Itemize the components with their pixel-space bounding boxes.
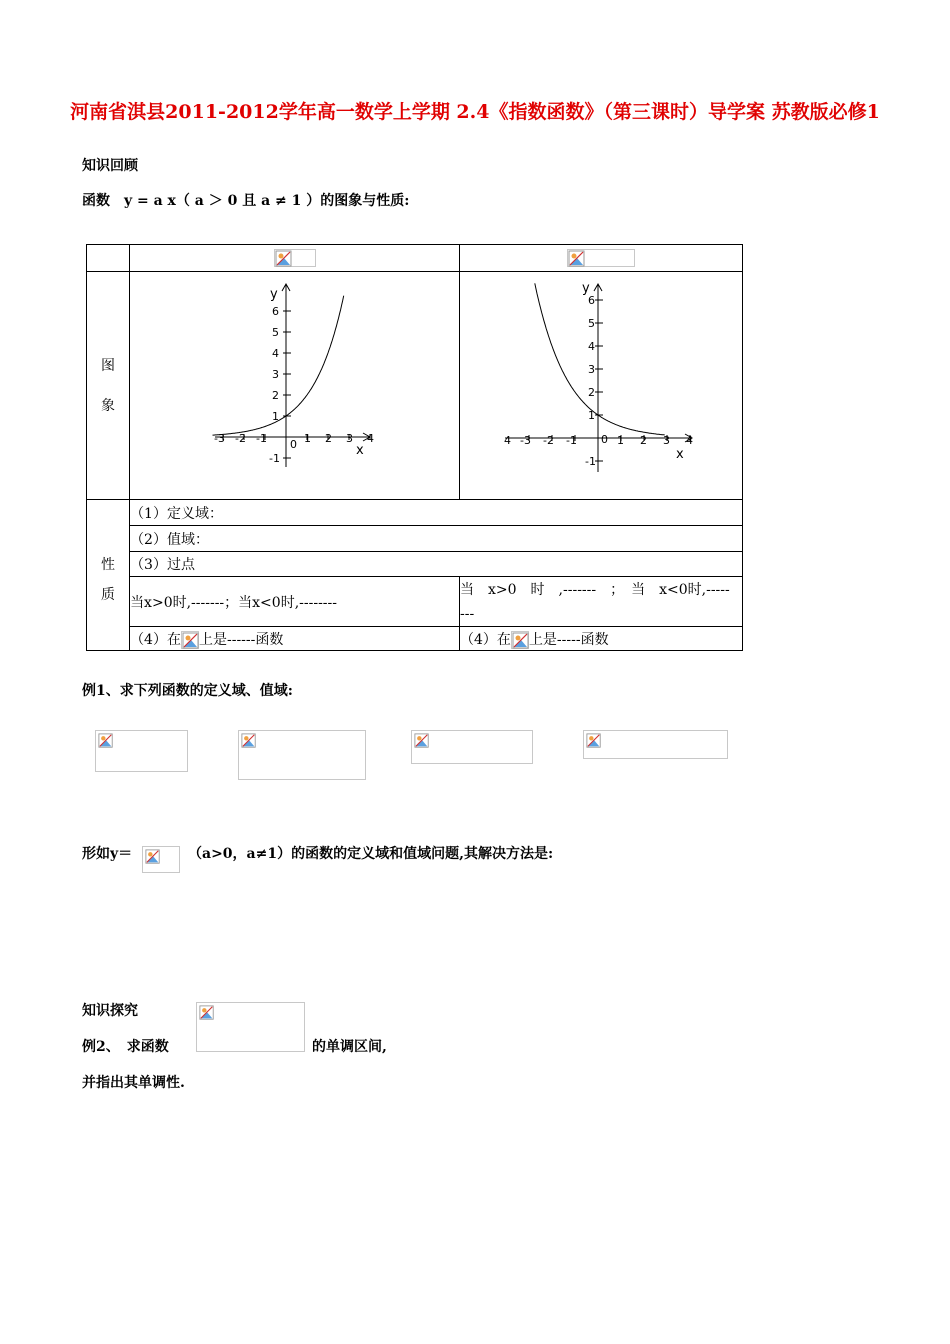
intro-line: 函数 y = a x（ a ＞ 0 且 a ≠ 1 ）的图象与性质:: [82, 193, 410, 209]
example2-line2: 并指出其单调性.: [82, 1075, 185, 1091]
prop4-left-pre: （4）在: [130, 631, 181, 648]
x-tick: 4: [367, 432, 375, 445]
x-axis-label: x: [676, 447, 684, 462]
x-tick: 1: [617, 434, 625, 447]
broken-image-icon: [238, 730, 366, 780]
x-tick: 3: [663, 434, 671, 447]
x-tick: 0: [290, 438, 298, 451]
x-tick: -3: [214, 432, 226, 445]
x-tick: 2: [640, 434, 648, 447]
prop4-left-post: 上是------函数: [198, 631, 284, 648]
row-label-char: 质: [101, 587, 116, 603]
header-left: [130, 245, 460, 272]
y-tick: -1: [269, 452, 281, 465]
x-tick: 1: [304, 432, 312, 445]
x-axis-label: x: [356, 443, 364, 458]
graph-right-cell: [460, 272, 743, 500]
x-tick: 0: [601, 433, 609, 446]
x-tick: -3: [520, 434, 531, 447]
row-label-char: 图: [101, 357, 116, 374]
y-axis-label: y: [582, 281, 590, 296]
broken-image-icon: [511, 631, 529, 649]
x-tick: -1: [566, 434, 577, 447]
x-tick: 3: [346, 432, 354, 445]
prop-monotonic-left: [130, 627, 460, 651]
y-tick: 6: [272, 305, 280, 318]
x-tick: -2: [235, 432, 247, 445]
exp-curve-decreasing: [535, 283, 665, 435]
y-tick: 5: [588, 317, 596, 330]
x-tick: 4: [504, 434, 512, 447]
graph-left: [130, 272, 458, 495]
y-tick: 4: [588, 340, 596, 353]
broken-image-icon: [411, 730, 533, 764]
y-tick: 3: [272, 368, 280, 381]
y-tick: 2: [272, 389, 280, 402]
broken-image-icon: [196, 1002, 305, 1052]
corner-cell: [87, 245, 130, 272]
prop-monotonic-right: [460, 627, 743, 651]
example2-suffix: 的单调区间,: [312, 1039, 387, 1055]
graph-right: [460, 272, 741, 495]
prop4-right-post: 上是-----函数: [528, 631, 609, 648]
broken-image-icon: [567, 249, 635, 267]
prop-sign-right: 当 x>0 时 ,------- ； 当 x<0时,--------: [460, 577, 743, 627]
y-tick: 5: [272, 326, 280, 339]
y-tick: 6: [588, 294, 596, 307]
broken-image-icon: [181, 631, 199, 649]
prop4-right-pre: （4）在: [460, 631, 511, 648]
x-tick: 2: [325, 432, 333, 445]
broken-image-icon: [95, 730, 188, 772]
form-suffix: （a>0，a≠1）的函数的定义域和值域问题,其解决方法是:: [188, 846, 554, 862]
form-prefix: 形如y＝: [82, 846, 133, 862]
x-tick: -2: [543, 434, 554, 447]
x-tick: -1: [256, 432, 268, 445]
page-title: 河南省淇县2011-2012学年高一数学上学期 2.4《指数函数》（第三课时）导学案 苏教版必修1: [70, 101, 880, 123]
y-tick: 4: [272, 347, 280, 360]
graph-left-cell: [130, 272, 460, 500]
example1-heading: 例1、求下列函数的定义域、值域:: [82, 683, 293, 699]
y-tick: 1: [588, 409, 596, 422]
row-label-image: [87, 272, 130, 500]
y-tick: 2: [588, 386, 596, 399]
y-tick: 1: [272, 410, 280, 423]
y-axis-label: y: [270, 287, 278, 302]
broken-image-icon: [142, 846, 180, 873]
prop-range: （2）值域：: [130, 526, 743, 552]
row-label-property: [87, 500, 130, 651]
broken-image-icon: [583, 730, 728, 759]
example2-prefix: 例2、 求函数: [82, 1039, 169, 1055]
x-tick: 4: [686, 434, 694, 447]
prop-fixed-point: （3）过点: [130, 552, 743, 577]
section-explore: 知识探究: [82, 1003, 138, 1019]
property-table: [86, 244, 743, 651]
y-tick: 3: [588, 363, 596, 376]
prop-domain: （1）定义域：: [130, 500, 743, 526]
y-tick: -1: [585, 455, 596, 468]
row-label-char: 象: [101, 397, 116, 414]
header-right: [460, 245, 743, 272]
section-review: 知识回顾: [82, 158, 138, 174]
broken-image-icon: [274, 249, 316, 267]
prop-sign-left: 当x>0时,-------；当x<0时,--------: [130, 577, 460, 627]
row-label-char: 性: [101, 557, 116, 573]
